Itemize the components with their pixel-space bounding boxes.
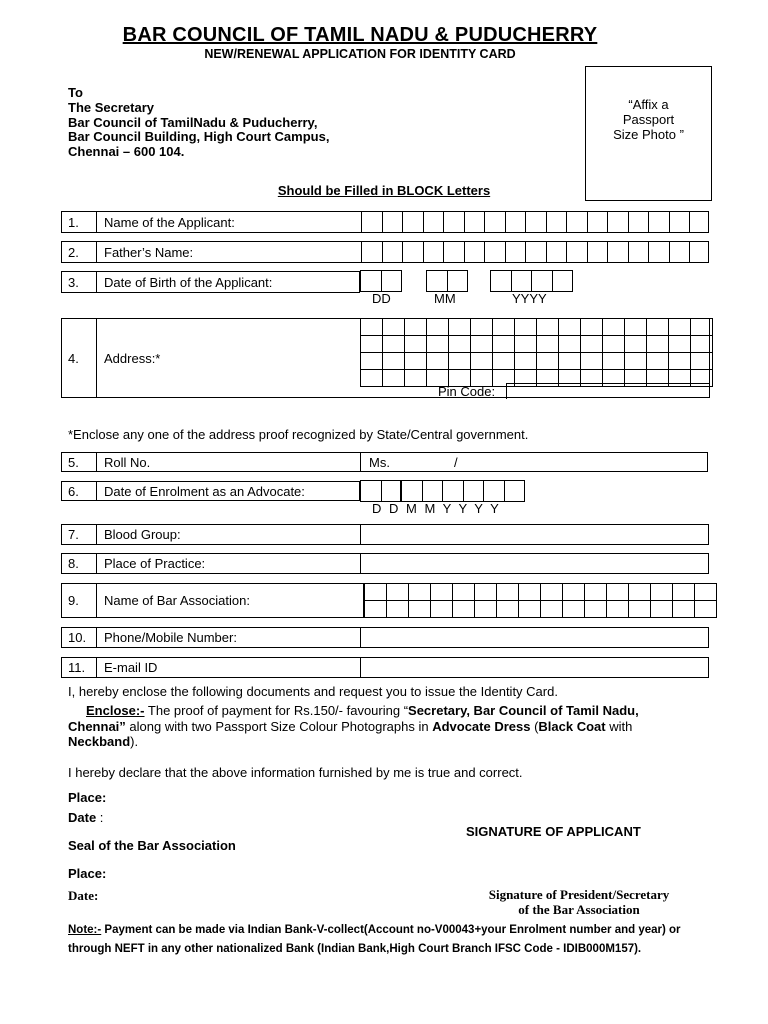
letter-box[interactable] <box>431 601 453 618</box>
letter-box[interactable] <box>559 319 581 336</box>
field-label: Date of Enrolment as an Advocate: <box>104 483 305 499</box>
row-date-of-birth <box>61 271 360 293</box>
row-enrolment-date <box>61 481 360 501</box>
row-father-name <box>61 241 709 263</box>
letter-box-row <box>365 584 717 601</box>
letter-box[interactable] <box>559 336 581 353</box>
field-number: 7. <box>62 525 97 544</box>
letter-box[interactable] <box>463 480 485 502</box>
letter-box[interactable] <box>449 353 471 370</box>
address-grid[interactable] <box>360 318 713 387</box>
letter-box[interactable] <box>483 480 505 502</box>
letter-box[interactable] <box>537 353 559 370</box>
letter-box[interactable] <box>475 601 497 618</box>
payment-note <box>68 921 698 959</box>
president-signature-line-2: of the Bar Association <box>518 902 640 917</box>
letter-box[interactable] <box>525 241 547 263</box>
letter-box[interactable] <box>515 319 537 336</box>
letter-box[interactable] <box>426 270 448 292</box>
letter-box[interactable] <box>651 584 673 601</box>
letter-box[interactable] <box>581 353 603 370</box>
form-title: BAR COUNCIL OF TAMIL NADU & PUDUCHERRY <box>122 24 598 46</box>
field-label: Phone/Mobile Number: <box>104 630 237 645</box>
addressee-org: Bar Council of TamilNadu & Puducherry, <box>68 114 318 130</box>
dob-day-cells[interactable] <box>360 270 401 292</box>
letter-box[interactable] <box>402 241 424 263</box>
letter-box[interactable] <box>505 241 527 263</box>
letter-box[interactable] <box>651 601 673 618</box>
enclose-coat: Black Coat <box>538 718 606 734</box>
letter-box[interactable] <box>625 353 647 370</box>
letter-box[interactable] <box>691 336 713 353</box>
letter-box[interactable] <box>405 319 427 336</box>
letter-box[interactable] <box>647 319 669 336</box>
letter-box[interactable] <box>449 336 471 353</box>
applicant-name-cells[interactable] <box>361 211 689 233</box>
letter-box[interactable] <box>515 353 537 370</box>
letter-box[interactable] <box>511 270 533 292</box>
letter-box[interactable] <box>505 211 527 233</box>
enrolment-date-format: D D M M Y Y Y Y <box>372 501 499 516</box>
letter-box[interactable] <box>647 336 669 353</box>
row-phone <box>61 627 709 648</box>
addressee-to: To <box>68 85 83 100</box>
place-label-1: Place: <box>68 790 107 805</box>
phone-field[interactable] <box>360 628 710 647</box>
letter-box[interactable] <box>504 480 526 502</box>
field-label: Place of Practice: <box>104 556 206 571</box>
place-of-practice-field[interactable] <box>360 554 710 573</box>
letter-box[interactable] <box>585 601 607 618</box>
field-label: Blood Group: <box>104 527 181 542</box>
enclose-payee: Secretary, Bar Council of Tamil Nadu, Chennai” <box>68 703 639 734</box>
bar-association-grid[interactable] <box>364 583 717 618</box>
letter-box[interactable] <box>409 601 431 618</box>
letter-box[interactable] <box>453 584 475 601</box>
letter-box[interactable] <box>607 241 629 263</box>
letter-box[interactable] <box>405 353 427 370</box>
field-number: 6. <box>62 482 97 500</box>
letter-box[interactable] <box>443 211 465 233</box>
letter-box[interactable] <box>402 211 424 233</box>
photo-line-1: “Affix a <box>628 97 669 112</box>
letter-box[interactable] <box>493 319 515 336</box>
letter-box[interactable] <box>405 370 427 387</box>
letter-box[interactable] <box>381 480 403 502</box>
row-bar-association <box>61 583 364 618</box>
enclose-intro: I, hereby enclose the following documents and request you to issue the Identity Card. <box>68 684 558 699</box>
photo-box[interactable] <box>585 66 712 201</box>
letter-box[interactable] <box>648 241 670 263</box>
payment-note-label: Note:- <box>68 924 102 936</box>
letter-box[interactable] <box>383 370 405 387</box>
letter-box[interactable] <box>581 336 603 353</box>
date-label-1 <box>68 810 103 825</box>
photo-line-2: Passport <box>622 112 675 127</box>
field-number: 11. <box>62 658 97 677</box>
date-colon: : <box>96 810 104 825</box>
letter-box[interactable] <box>695 584 717 601</box>
letter-box[interactable] <box>537 336 559 353</box>
letter-box-row <box>365 601 717 618</box>
letter-box[interactable] <box>566 241 588 263</box>
field-label: Address:* <box>104 350 161 366</box>
letter-box[interactable] <box>603 319 625 336</box>
letter-box[interactable] <box>628 241 650 263</box>
enclose-text: ( <box>530 718 539 734</box>
letter-box[interactable] <box>552 270 574 292</box>
letter-box[interactable] <box>607 211 629 233</box>
date-label-text: Date <box>68 810 97 825</box>
letter-box[interactable] <box>525 211 547 233</box>
letter-box[interactable] <box>669 353 691 370</box>
letter-box[interactable] <box>546 241 568 263</box>
letter-box[interactable] <box>361 211 383 233</box>
dob-mm-label: MM <box>434 291 456 306</box>
applicant-signature-label: SIGNATURE OF APPLICANT <box>466 824 641 839</box>
letter-box[interactable] <box>541 584 563 601</box>
letter-box[interactable] <box>360 270 382 292</box>
letter-box[interactable] <box>581 319 603 336</box>
field-label: Father’s Name: <box>104 244 194 260</box>
form-subtitle: NEW/RENEWAL APPLICATION FOR IDENTITY CARD <box>204 47 516 61</box>
letter-box[interactable] <box>427 319 449 336</box>
letter-box[interactable] <box>669 319 691 336</box>
letter-box-row <box>361 353 713 370</box>
letter-box[interactable] <box>515 336 537 353</box>
field-number: 10. <box>62 628 97 647</box>
letter-box[interactable] <box>647 353 669 370</box>
letter-box[interactable] <box>361 241 383 263</box>
photo-line-3: Size Photo ” <box>613 127 684 142</box>
letter-box[interactable] <box>409 584 431 601</box>
letter-box[interactable] <box>497 584 519 601</box>
enclose-paragraph <box>68 703 658 750</box>
letter-box[interactable] <box>625 336 647 353</box>
letter-box[interactable] <box>546 211 568 233</box>
letter-box[interactable] <box>387 584 409 601</box>
letter-box[interactable] <box>471 336 493 353</box>
letter-box[interactable] <box>629 601 651 618</box>
letter-box[interactable] <box>603 336 625 353</box>
letter-box[interactable] <box>691 353 713 370</box>
letter-box[interactable] <box>405 336 427 353</box>
letter-box[interactable] <box>382 241 404 263</box>
pin-code-label: Pin Code: <box>438 384 496 399</box>
field-number: 8. <box>62 554 97 573</box>
row-email <box>61 657 709 678</box>
letter-box[interactable] <box>625 319 647 336</box>
block-letters-instruction: Should be Filled in BLOCK Letters <box>277 183 491 198</box>
letter-box[interactable] <box>361 370 383 387</box>
president-signature-block <box>456 887 702 917</box>
row-roll-no <box>61 452 708 472</box>
field-number: 1. <box>62 212 97 232</box>
letter-box[interactable] <box>431 584 453 601</box>
letter-box[interactable] <box>484 241 506 263</box>
letter-box[interactable] <box>360 480 382 502</box>
field-number: 9. <box>62 584 97 617</box>
letter-box[interactable] <box>464 211 486 233</box>
row-blood-group <box>61 524 709 545</box>
enclose-text: along with two Passport Size Colour Photographs in <box>125 718 433 734</box>
field-label: Name of Bar Association: <box>104 593 250 608</box>
enclose-label: Enclose:- <box>86 703 145 718</box>
row-applicant-name <box>61 211 709 233</box>
letter-box[interactable] <box>423 241 445 263</box>
letter-box[interactable] <box>443 241 465 263</box>
letter-box[interactable] <box>493 353 515 370</box>
letter-box[interactable] <box>427 336 449 353</box>
letter-box[interactable] <box>519 601 541 618</box>
place-label-2: Place: <box>68 866 107 881</box>
letter-box[interactable] <box>669 336 691 353</box>
addressee-building: Bar Council Building, High Court Campus, <box>68 129 330 145</box>
father-name-cells[interactable] <box>361 241 689 263</box>
letter-box[interactable] <box>365 601 387 618</box>
president-signature-line-1: Signature of President/Secretary <box>488 887 670 902</box>
letter-box[interactable] <box>471 353 493 370</box>
letter-box-row <box>361 336 713 353</box>
enclose-dress: Advocate Dress <box>432 718 531 734</box>
letter-box[interactable] <box>673 601 695 618</box>
field-number: 4. <box>62 319 97 397</box>
letter-box-row <box>361 319 713 336</box>
letter-box[interactable] <box>566 211 588 233</box>
letter-box[interactable] <box>493 336 515 353</box>
field-label: Name of the Applicant: <box>104 214 235 230</box>
letter-box[interactable] <box>382 211 404 233</box>
letter-box[interactable] <box>383 353 405 370</box>
letter-box[interactable] <box>471 319 493 336</box>
letter-box[interactable] <box>669 211 691 233</box>
roll-no-prefix: Ms. <box>369 455 390 470</box>
letter-box[interactable] <box>629 584 651 601</box>
letter-box[interactable] <box>563 601 585 618</box>
addressee-title: The Secretary <box>68 99 154 115</box>
field-label: Roll No. <box>104 454 151 470</box>
field-number: 2. <box>62 242 97 262</box>
row-place-of-practice <box>61 553 709 574</box>
letter-box[interactable] <box>519 584 541 601</box>
declaration-text: I hereby declare that the above information furnished by me is true and correct. <box>68 765 523 780</box>
letter-box[interactable] <box>497 601 519 618</box>
letter-box[interactable] <box>695 601 717 618</box>
letter-box[interactable] <box>537 319 559 336</box>
enclose-neckband: Neckband <box>68 734 131 749</box>
dob-yyyy-label: YYYY <box>512 291 547 306</box>
letter-box[interactable] <box>387 601 409 618</box>
addressee-city: Chennai – 600 104. <box>68 144 185 160</box>
seal-label: Seal of the Bar Association <box>68 838 236 853</box>
enclose-text: ). <box>130 734 139 749</box>
letter-box[interactable] <box>427 353 449 370</box>
letter-box[interactable] <box>587 211 609 233</box>
dob-month-cells[interactable] <box>426 270 467 292</box>
letter-box[interactable] <box>383 336 405 353</box>
enclose-text: with <box>605 718 633 734</box>
letter-box[interactable] <box>449 319 471 336</box>
dob-year-cells[interactable] <box>490 270 572 292</box>
letter-box[interactable] <box>541 601 563 618</box>
letter-box[interactable] <box>442 480 464 502</box>
letter-box[interactable] <box>383 319 405 336</box>
letter-box[interactable] <box>423 211 445 233</box>
letter-box[interactable] <box>673 584 695 601</box>
letter-box[interactable] <box>447 270 469 292</box>
letter-box[interactable] <box>361 336 383 353</box>
letter-box[interactable] <box>361 319 383 336</box>
letter-box[interactable] <box>475 584 497 601</box>
letter-box[interactable] <box>422 480 444 502</box>
letter-box[interactable] <box>365 584 387 601</box>
field-number: 5. <box>62 453 97 471</box>
letter-box[interactable] <box>453 601 475 618</box>
payment-note-text: Payment can be made via Indian Bank-V-collect(Account no-V00043+your Enrolment number and year) or through NEFT in any other nationalized Bank (Indian Bank,High Court Branch IFSC Code - IDIB000M157). <box>68 924 681 955</box>
letter-box[interactable] <box>628 211 650 233</box>
date-label-2: Date: <box>68 888 99 903</box>
enrolment-date-cells[interactable] <box>360 480 524 502</box>
letter-box[interactable] <box>603 353 625 370</box>
letter-box[interactable] <box>484 211 506 233</box>
letter-box[interactable] <box>607 601 629 618</box>
letter-box[interactable] <box>648 211 670 233</box>
letter-box[interactable] <box>607 584 629 601</box>
addressee-block <box>68 86 329 160</box>
letter-box[interactable] <box>669 241 691 263</box>
letter-box[interactable] <box>464 241 486 263</box>
address-proof-note: *Enclose any one of the address proof recognized by State/Central government. <box>68 427 529 442</box>
letter-box[interactable] <box>559 353 581 370</box>
dob-dd-label: DD <box>372 291 391 306</box>
field-label: Date of Birth of the Applicant: <box>104 274 273 290</box>
roll-no-field[interactable] <box>360 453 709 471</box>
pin-code-field[interactable] <box>506 383 710 399</box>
letter-box[interactable] <box>691 319 713 336</box>
letter-box[interactable] <box>531 270 553 292</box>
blood-group-field[interactable] <box>360 525 710 544</box>
roll-no-slash: / <box>454 455 458 470</box>
field-label: E-mail ID <box>104 660 158 675</box>
email-field[interactable] <box>360 658 710 677</box>
letter-box[interactable] <box>361 353 383 370</box>
field-number: 3. <box>62 272 97 292</box>
letter-box[interactable] <box>401 480 423 502</box>
letter-box[interactable] <box>490 270 512 292</box>
enclose-text: The proof of payment for Rs.150/- favouring “ <box>144 703 409 718</box>
letter-box[interactable] <box>381 270 403 292</box>
letter-box[interactable] <box>585 584 607 601</box>
letter-box[interactable] <box>563 584 585 601</box>
letter-box[interactable] <box>587 241 609 263</box>
